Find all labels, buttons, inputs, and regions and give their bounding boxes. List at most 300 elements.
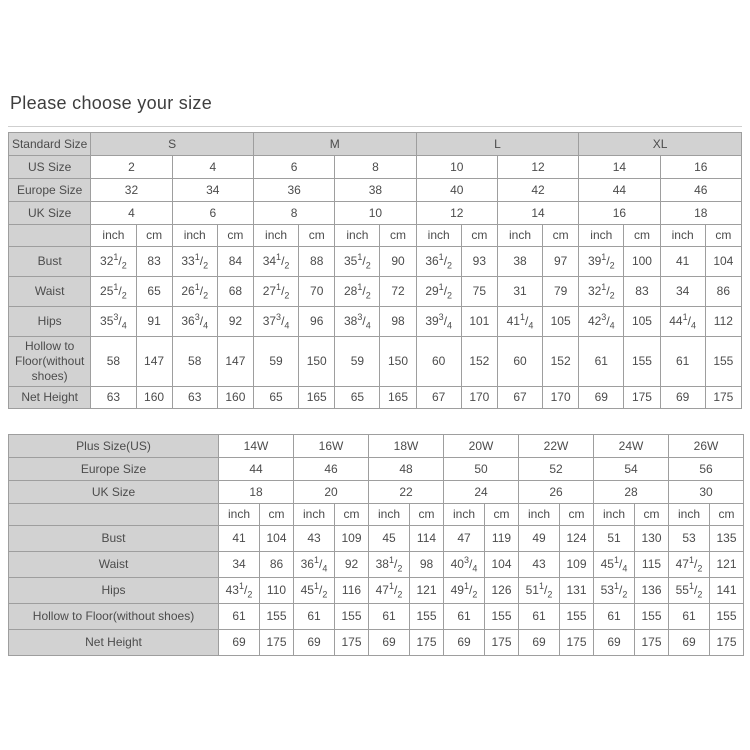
fraction-numerator: 1 <box>682 312 688 322</box>
measurement-cell: 98 <box>410 552 444 578</box>
row-label-cell: UK Size <box>9 481 219 504</box>
measurement-cell: 155 <box>710 604 744 630</box>
measurement-cell: 43 <box>519 552 560 578</box>
unit-cell: cm <box>335 504 369 526</box>
size-system-row <box>9 133 742 156</box>
measurement-cell: 98 <box>380 307 416 337</box>
measurement-cell: 47 <box>444 526 485 552</box>
size-system-row <box>9 156 742 179</box>
measurement-cell: 88 <box>299 247 335 277</box>
size-value-cell: 44 <box>219 458 294 481</box>
unit-cell: inch <box>669 504 710 526</box>
measurement-cell: 175 <box>485 630 519 656</box>
measurement-cell: 101 <box>461 307 497 337</box>
fraction-numerator: 1 <box>538 581 544 591</box>
measurement-cell: $55^1/_2$ <box>669 578 710 604</box>
measurement-row <box>9 552 744 578</box>
measurement-cell: 141 <box>710 578 744 604</box>
size-system-row <box>9 458 744 481</box>
measurement-cell: 175 <box>335 630 369 656</box>
measurement-cell: $39^1/_2$ <box>579 247 624 277</box>
fraction-denominator: 2 <box>447 260 453 271</box>
measurement-cell: 51 <box>594 526 635 552</box>
fraction-numerator: 1 <box>613 555 619 565</box>
measurement-cell: 155 <box>335 604 369 630</box>
fraction-denominator: 2 <box>203 260 209 271</box>
fraction-numerator: 3 <box>463 555 469 565</box>
fraction-denominator: 2 <box>547 589 553 600</box>
measurement-cell: 60 <box>497 337 542 387</box>
measurement-cell: 175 <box>410 630 444 656</box>
measurement-cell: 175 <box>705 387 741 409</box>
measurement-cell: 155 <box>705 337 741 387</box>
fraction-denominator: 2 <box>365 290 371 301</box>
measurement-cell: 69 <box>444 630 485 656</box>
measurement-cell: 68 <box>217 277 253 307</box>
size-value-cell: 2 <box>91 156 172 179</box>
measurement-cell: 97 <box>543 247 579 277</box>
measurement-row <box>9 277 742 307</box>
fraction-numerator: 1 <box>194 252 200 262</box>
measurement-cell: 121 <box>410 578 444 604</box>
measurement-cell: 61 <box>294 604 335 630</box>
measurement-cell: 175 <box>260 630 294 656</box>
measurement-row <box>9 307 742 337</box>
size-value-cell: 6 <box>253 156 334 179</box>
size-value-cell: 4 <box>91 202 172 225</box>
measurement-cell: 109 <box>560 552 594 578</box>
unit-cell: cm <box>543 225 579 247</box>
measurement-cell: $35^3/_4$ <box>91 307 136 337</box>
measurement-cell: 155 <box>260 604 294 630</box>
fraction-denominator: 4 <box>472 563 478 574</box>
measurement-cell: 75 <box>461 277 497 307</box>
measurement-cell: $27^1/_2$ <box>253 277 298 307</box>
measurement-cell: 92 <box>335 552 369 578</box>
fraction-numerator: 1 <box>601 252 607 262</box>
measurement-cell: 43 <box>294 526 335 552</box>
measurement-cell: 152 <box>543 337 579 387</box>
unit-cell: inch <box>660 225 705 247</box>
plus-size-table <box>8 434 744 656</box>
measurement-cell: $45^1/_4$ <box>594 552 635 578</box>
measurement-cell: 147 <box>217 337 253 387</box>
unit-cell: inch <box>444 504 485 526</box>
size-value-cell: 12 <box>497 156 578 179</box>
fraction-denominator: 4 <box>322 563 328 574</box>
row-label-cell: Waist <box>9 552 219 578</box>
measurement-cell: 83 <box>136 247 172 277</box>
size-value-cell: 4 <box>172 156 253 179</box>
measurement-cell: 79 <box>543 277 579 307</box>
measurement-cell: 60 <box>416 337 461 387</box>
measurement-cell: $44^1/_4$ <box>660 307 705 337</box>
measurement-cell: 34 <box>219 552 260 578</box>
size-value-cell: 24 <box>444 481 519 504</box>
fraction-denominator: 2 <box>203 290 209 301</box>
measurement-cell: $35^1/_2$ <box>335 247 380 277</box>
fraction-denominator: 2 <box>697 589 703 600</box>
measurement-cell: 92 <box>217 307 253 337</box>
fraction-numerator: 1 <box>519 312 525 322</box>
measurement-cell: $25^1/_2$ <box>91 277 136 307</box>
measurement-cell: 126 <box>485 578 519 604</box>
measurement-cell: 116 <box>335 578 369 604</box>
measurement-cell: 63 <box>172 387 217 409</box>
fraction-denominator: 4 <box>121 320 127 331</box>
fraction-denominator: 2 <box>247 589 253 600</box>
fraction-denominator: 2 <box>365 260 371 271</box>
measurement-cell: 91 <box>136 307 172 337</box>
measurement-cell: $37^3/_4$ <box>253 307 298 337</box>
unit-cell: cm <box>624 225 660 247</box>
measurement-cell: 41 <box>660 247 705 277</box>
measurement-cell: 31 <box>497 277 542 307</box>
fraction-numerator: 1 <box>357 252 363 262</box>
measurement-cell: 83 <box>624 277 660 307</box>
measurement-cell: $32^1/_2$ <box>91 247 136 277</box>
fraction-denominator: 4 <box>447 320 453 331</box>
row-label-cell: US Size <box>9 156 91 179</box>
fraction-numerator: 1 <box>438 252 444 262</box>
unit-cell: cm <box>380 225 416 247</box>
fraction-numerator: 3 <box>113 312 119 322</box>
measurement-cell: $49^1/_2$ <box>444 578 485 604</box>
measurement-row <box>9 337 742 387</box>
unit-cell: inch <box>253 225 298 247</box>
size-value-cell: 46 <box>660 179 741 202</box>
row-label-cell <box>9 225 91 247</box>
unit-cell: cm <box>560 504 594 526</box>
measurement-cell: 104 <box>485 552 519 578</box>
measurement-cell: 61 <box>369 604 410 630</box>
unit-cell: cm <box>710 504 744 526</box>
unit-row <box>9 225 742 247</box>
measurement-cell: 67 <box>497 387 542 409</box>
measurement-cell: $26^1/_2$ <box>172 277 217 307</box>
fraction-numerator: 1 <box>113 282 119 292</box>
row-label-cell: Europe Size <box>9 458 219 481</box>
unit-cell: cm <box>260 504 294 526</box>
row-label-cell: Europe Size <box>9 179 91 202</box>
fraction-denominator: 4 <box>690 320 696 331</box>
size-value-cell: 18W <box>369 435 444 458</box>
row-label-cell: Hips <box>9 307 91 337</box>
row-label-cell: Hips <box>9 578 219 604</box>
measurement-cell: 121 <box>710 552 744 578</box>
measurement-cell: $53^1/_2$ <box>594 578 635 604</box>
measurement-cell: 110 <box>260 578 294 604</box>
measurement-cell: 65 <box>253 387 298 409</box>
size-value-cell: M <box>253 133 416 156</box>
fraction-numerator: 3 <box>601 312 607 322</box>
measurement-cell: 130 <box>635 526 669 552</box>
measurement-cell: $36^3/_4$ <box>172 307 217 337</box>
measurement-cell: 69 <box>369 630 410 656</box>
measurement-cell: 105 <box>624 307 660 337</box>
unit-cell: cm <box>705 225 741 247</box>
measurement-cell: $43^1/_2$ <box>219 578 260 604</box>
measurement-cell: $36^1/_4$ <box>294 552 335 578</box>
measurement-row <box>9 387 742 409</box>
measurement-cell: 155 <box>624 337 660 387</box>
size-value-cell: 26W <box>669 435 744 458</box>
fraction-denominator: 2 <box>472 589 478 600</box>
size-value-cell: 26 <box>519 481 594 504</box>
measurement-cell: 155 <box>635 604 669 630</box>
measurement-cell: 100 <box>624 247 660 277</box>
measurement-row <box>9 578 744 604</box>
measurement-cell: 112 <box>705 307 741 337</box>
row-label-cell: Plus Size(US) <box>9 435 219 458</box>
measurement-cell: 45 <box>369 526 410 552</box>
size-value-cell: 36 <box>253 179 334 202</box>
measurement-cell: 104 <box>705 247 741 277</box>
measurement-cell: 175 <box>560 630 594 656</box>
measurement-cell: 175 <box>624 387 660 409</box>
measurement-cell: 61 <box>444 604 485 630</box>
measurement-cell: 147 <box>136 337 172 387</box>
size-value-cell: 56 <box>669 458 744 481</box>
size-value-cell: 52 <box>519 458 594 481</box>
row-label-cell: Waist <box>9 277 91 307</box>
size-value-cell: 14 <box>579 156 660 179</box>
size-value-cell: 42 <box>497 179 578 202</box>
size-value-cell: 16 <box>660 156 741 179</box>
fraction-numerator: 1 <box>313 555 319 565</box>
measurement-cell: 175 <box>635 630 669 656</box>
fraction-denominator: 2 <box>397 589 403 600</box>
fraction-numerator: 1 <box>688 555 694 565</box>
fraction-denominator: 4 <box>365 320 371 331</box>
measurement-cell: 86 <box>260 552 294 578</box>
fraction-numerator: 1 <box>194 282 200 292</box>
fraction-numerator: 3 <box>194 312 200 322</box>
measurement-cell: 69 <box>669 630 710 656</box>
measurement-cell: 69 <box>594 630 635 656</box>
measurement-cell: 86 <box>705 277 741 307</box>
measurement-cell: 114 <box>410 526 444 552</box>
measurement-cell: $45^1/_2$ <box>294 578 335 604</box>
fraction-numerator: 3 <box>276 312 282 322</box>
fraction-numerator: 1 <box>276 282 282 292</box>
fraction-denominator: 4 <box>609 320 615 331</box>
measurement-cell: 61 <box>579 337 624 387</box>
unit-cell: cm <box>136 225 172 247</box>
row-label-cell <box>9 504 219 526</box>
fraction-numerator: 1 <box>388 581 394 591</box>
row-label-cell: Net Height <box>9 630 219 656</box>
size-value-cell: 16W <box>294 435 369 458</box>
measurement-cell: 115 <box>635 552 669 578</box>
unit-cell: cm <box>410 504 444 526</box>
page-title: Please choose your size <box>10 93 213 113</box>
measurement-cell: 136 <box>635 578 669 604</box>
size-value-cell: 50 <box>444 458 519 481</box>
measurement-cell: $29^1/_2$ <box>416 277 461 307</box>
unit-cell: inch <box>416 225 461 247</box>
size-value-cell: 8 <box>335 156 416 179</box>
measurement-cell: 90 <box>380 247 416 277</box>
size-value-cell: 12 <box>416 202 497 225</box>
row-label-cell: Standard Size <box>9 133 91 156</box>
fraction-denominator: 2 <box>322 589 328 600</box>
unit-cell: inch <box>497 225 542 247</box>
measurement-cell: 70 <box>299 277 335 307</box>
size-value-cell: 6 <box>172 202 253 225</box>
row-label-cell: UK Size <box>9 202 91 225</box>
size-system-row <box>9 179 742 202</box>
measurement-cell: 34 <box>660 277 705 307</box>
measurement-row <box>9 604 744 630</box>
measurement-cell: 65 <box>136 277 172 307</box>
measurement-cell: 150 <box>299 337 335 387</box>
unit-row <box>9 504 744 526</box>
measurement-cell: $36^1/_2$ <box>416 247 461 277</box>
measurement-cell: 61 <box>660 337 705 387</box>
measurement-cell: $41^1/_4$ <box>497 307 542 337</box>
measurement-cell: 67 <box>416 387 461 409</box>
measurement-cell: 160 <box>136 387 172 409</box>
size-value-cell: 14W <box>219 435 294 458</box>
size-value-cell: S <box>91 133 254 156</box>
measurement-cell: $39^3/_4$ <box>416 307 461 337</box>
measurement-cell: 165 <box>299 387 335 409</box>
unit-cell: inch <box>91 225 136 247</box>
measurement-cell: 69 <box>660 387 705 409</box>
fraction-numerator: 3 <box>357 312 363 322</box>
fraction-numerator: 3 <box>438 312 444 322</box>
size-value-cell: 34 <box>172 179 253 202</box>
row-label-cell: Hollow to Floor(without shoes) <box>9 604 219 630</box>
measurement-cell: 104 <box>260 526 294 552</box>
size-value-cell: 46 <box>294 458 369 481</box>
fraction-denominator: 2 <box>284 290 290 301</box>
size-value-cell: 10 <box>335 202 416 225</box>
measurement-cell: 150 <box>380 337 416 387</box>
unit-cell: inch <box>294 504 335 526</box>
measurement-cell: $32^1/_2$ <box>579 277 624 307</box>
measurement-cell: 59 <box>335 337 380 387</box>
fraction-numerator: 1 <box>357 282 363 292</box>
fraction-denominator: 2 <box>447 290 453 301</box>
measurement-cell: 84 <box>217 247 253 277</box>
measurement-cell: $51^1/_2$ <box>519 578 560 604</box>
measurement-cell: 61 <box>669 604 710 630</box>
measurement-cell: 58 <box>91 337 136 387</box>
unit-cell: inch <box>219 504 260 526</box>
measurement-cell: 38 <box>497 247 542 277</box>
fraction-numerator: 1 <box>388 555 394 565</box>
size-value-cell: 38 <box>335 179 416 202</box>
measurement-cell: 96 <box>299 307 335 337</box>
size-value-cell: 14 <box>497 202 578 225</box>
unit-cell: inch <box>172 225 217 247</box>
fraction-numerator: 1 <box>438 282 444 292</box>
measurement-cell: 119 <box>485 526 519 552</box>
measurement-cell: $47^1/_2$ <box>669 552 710 578</box>
size-value-cell: 40 <box>416 179 497 202</box>
size-value-cell: 30 <box>669 481 744 504</box>
row-label-cell: Hollow to Floor(without shoes) <box>9 337 91 387</box>
unit-cell: inch <box>519 504 560 526</box>
unit-cell: inch <box>369 504 410 526</box>
fraction-numerator: 1 <box>276 252 282 262</box>
measurement-cell: 49 <box>519 526 560 552</box>
size-value-cell: 44 <box>579 179 660 202</box>
size-value-cell: 20W <box>444 435 519 458</box>
fraction-denominator: 2 <box>609 290 615 301</box>
fraction-denominator: 2 <box>284 260 290 271</box>
measurement-cell: $47^1/_2$ <box>369 578 410 604</box>
measurement-row <box>9 247 742 277</box>
fraction-numerator: 1 <box>688 581 694 591</box>
size-value-cell: 32 <box>91 179 172 202</box>
size-value-cell: 22W <box>519 435 594 458</box>
measurement-cell: 93 <box>461 247 497 277</box>
row-label-cell: Bust <box>9 247 91 277</box>
measurement-cell: 69 <box>219 630 260 656</box>
measurement-cell: 58 <box>172 337 217 387</box>
measurement-cell: 59 <box>253 337 298 387</box>
measurement-cell: 160 <box>217 387 253 409</box>
measurement-row <box>9 526 744 552</box>
unit-cell: cm <box>299 225 335 247</box>
measurement-cell: 175 <box>710 630 744 656</box>
fraction-numerator: 1 <box>613 581 619 591</box>
measurement-cell: 41 <box>219 526 260 552</box>
row-label-cell: Bust <box>9 526 219 552</box>
measurement-cell: 131 <box>560 578 594 604</box>
row-label-cell: Net Height <box>9 387 91 409</box>
size-system-row <box>9 481 744 504</box>
fraction-denominator: 2 <box>397 563 403 574</box>
size-value-cell: 10 <box>416 156 497 179</box>
measurement-cell: $38^1/_2$ <box>369 552 410 578</box>
measurement-cell: 69 <box>519 630 560 656</box>
measurement-cell: 155 <box>560 604 594 630</box>
fraction-numerator: 1 <box>313 581 319 591</box>
measurement-cell: 53 <box>669 526 710 552</box>
measurement-cell: 135 <box>710 526 744 552</box>
measurement-cell: $34^1/_2$ <box>253 247 298 277</box>
size-value-cell: 20 <box>294 481 369 504</box>
fraction-numerator: 1 <box>601 282 607 292</box>
fraction-denominator: 4 <box>622 563 628 574</box>
measurement-cell: $40^3/_4$ <box>444 552 485 578</box>
size-value-cell: 28 <box>594 481 669 504</box>
measurement-cell: $42^3/_4$ <box>579 307 624 337</box>
unit-cell: cm <box>485 504 519 526</box>
measurement-cell: $28^1/_2$ <box>335 277 380 307</box>
unit-cell: inch <box>594 504 635 526</box>
unit-cell: cm <box>635 504 669 526</box>
size-value-cell: 18 <box>660 202 741 225</box>
unit-cell: cm <box>217 225 253 247</box>
size-system-row <box>9 202 742 225</box>
measurement-cell: 124 <box>560 526 594 552</box>
unit-cell: inch <box>335 225 380 247</box>
measurement-cell: 61 <box>519 604 560 630</box>
fraction-numerator: 1 <box>463 581 469 591</box>
measurement-cell: 61 <box>594 604 635 630</box>
measurement-cell: $38^3/_4$ <box>335 307 380 337</box>
size-value-cell: 48 <box>369 458 444 481</box>
fraction-denominator: 2 <box>609 260 615 271</box>
size-value-cell: L <box>416 133 579 156</box>
measurement-cell: 65 <box>335 387 380 409</box>
fraction-denominator: 2 <box>622 589 628 600</box>
